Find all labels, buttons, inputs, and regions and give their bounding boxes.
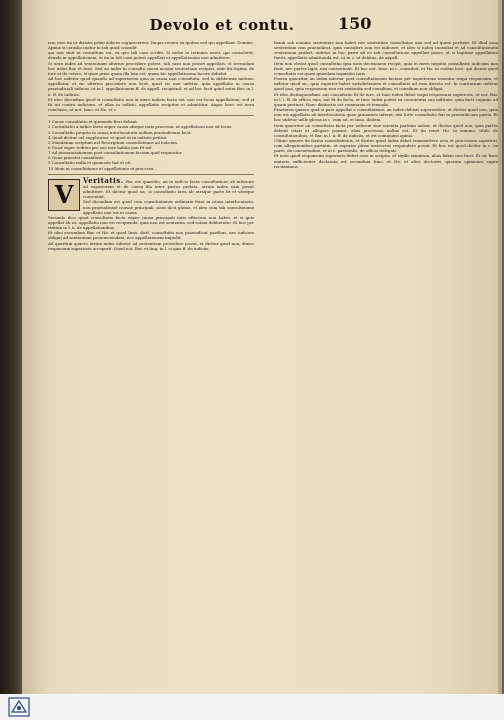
section-divider [48,115,254,116]
summary-item: 3 Consultatio propria in causa interlocutoria nullum praeiudicium facit. [48,129,192,135]
viewer-footer-bar [0,694,504,720]
paragraph: Ad hoc uidetur quod quando ad superiorem quia in causa non consultata, sed in deliberata tantum, appellatur, et sic ulterius procedere non licet, quod sic non uidetur, quia appellatio in causa praeiudiciali uidetur, ut in l. appellationem ff. de appell. recipiend. et ad hoc facit quod notat Bar. in l. ii. ff. de iudiciis. [48,76,254,97]
paragraph: Postea quaeritur an iudex inferior post consultationem factam per superiorem teneatur sequi responsum, et uidetur quod sic, quia superior habet iurisdictionem et consultatio ad eum directa est. In contrarium uidetur quod non, quia responsum non est sententia sed consilium, et consilium non obligat. [274,76,498,92]
paragraph: Et ideo distinguendum: aut consultatio fit de iure, et tunc iudex debet sequi responsum superioris, ut not. Bar. in l. i. ff. de officio eius; aut fit de facto, et tunc iudex potest ex conscientia sua iudicare, quia facti cognitio ad ipsum pertinet. Haec distinctio est communis et tenenda. [274,91,498,107]
summary-item: 5 Mandatum scriptum uel Rescriptum consultationis ad iudicem. [48,139,179,145]
summary-item: 8 Quae praestet consultatio. [48,155,105,161]
paragraph: Et ideo dicendum quod si consultatio non in mero iudicio facta est, non est locus appellationi; sed si fit uti contra iudicium, et alias in iudicio, appellatio recipitur et admittitur. Atque haec est uera conclusio, ut not. Inno. et Ho. et c. [48,96,254,113]
paragraph: Item non obstat quod consultatio ipsa iuris decisionem recipit, quia in mero negotio consultatio iudicium non facit, nec partes ligat, nisi consentiant. Et hoc not. Inno. in c. consuluit, et Ho. in eodem loco, qui dicunt quod consultatio est quasi quaedam inquisitio iuris. [274,60,498,76]
paragraph: bendi sub nomine sententiae non habet nec sententiae consultatae uim sed ad quem pertinet. Et illud caso sententiam non praeiudicat, quia consulere non est iudicare; et ideo si iudex consultat et ad consultationem sententiam profert, uidetur in hac parte ab eo tali consultatione appellari posse, et si legitime appellatum fuerit, appellatio admittenda est, ut in c. ut debitus, de appell. [274,40,498,61]
paragraph: Ad quartum quaero utrum iudex inferior ad sententiam procedere possit, et dicitur quod non, donec responsum superioris acceperit. Quod not. Bar. et Ang. in l. si quis ff. de iudiciis. [48,240,254,251]
paragraph: Et nota quod responsum superioris debet esse in scriptis, et sigillo munitum, alias fidem non facit. Et sic haec materia sufficienter declarata est secundum Inno. et Ho. et alios doctores, quorum opiniones supra recitauimus. [274,153,498,169]
initial-letter: V [54,179,74,209]
paragraph: Et ideo secundum Bar. et Ho. et quod Inno. dicit, consultatio non praeiudicat partibus, nec iudicem obligat ad sententiam pronunciandam, nec appellationem impedit. [48,230,254,241]
section-divider [48,174,254,175]
paragraph: Praeterea quaero quid si pars appellat a consultatione, an iudex debeat supersedere, et dicitur quod non, quia non est appellatio ab interlocutoria quae grauamen inferat, nisi forte consultatio fiat in praeiudicium partis. Et hoc uidetur uelle glossa in c. cum sit, et Inno. ibidem. [274,107,498,123]
paragraph: Si uero iudex ad sententiam ulterius procedere potest, tali casu non posset appellari, et secundum hoc uelut Bar. et Inno. Sed an iudex in consulta causa nouam sententiam recipiat, uide ibi legitur, de iure et de cetero, si quae prius quam illa lata est, quam hic appellationem facere debebit. [48,60,254,76]
summary-item: 4 Quod dicitur uel supplicatur, et quod ut in iudiciis petitur. [48,134,168,140]
summary-item: 7 Ad pronunciationem post consultationem factam quid requiratur. [48,150,183,156]
section-lead-word: Veritatis. [83,175,124,185]
running-head: Devolo et contu. [149,16,295,34]
right-text-column [274,40,498,680]
paragraph: Hoc est quaestio, an in iudicio facta consultatione ab inferiore ad superiorem et de causa illa inter partes prolata, utrum iudex eam possit admittere. Et dicitur quod sic, si consultatio iuris ab utraque parte fit et uterque consentiat. [83,178,254,200]
folio-number: 150 [338,14,372,33]
decorated-initial [48,179,80,211]
summary-item: 6 Quod super reditus pro suo iure habita non fit uel. [48,144,153,150]
paragraph: Ultimo quaero de forma consultationis, et dicitur quod iudex debet transmittere acta et processum superiori, cum allegationibus partium, ut superior plene instructus respondere possit. Et hoc est quod dicitur in c. ex parte, de consuetudine, et in c. pastoralis, de officio delegati. [274,137,498,154]
paragraph: qui non sinit ut consultum est, ex quo tali caso scribit. Si iudex in terminis esset, qui consuleret, deinde in appellationem, et ita in tali casu potest appellari et appellationem non admittere. [48,50,254,61]
book-page [22,0,502,694]
left-text-column [48,40,254,680]
summary-item: 2 Consultatio a iudice facta super causa absque iuris processu, ut appellationi non sit locus. [48,124,233,130]
paragraph: Sed dicendum est quod cum consultationes ordinarie fiunt in causa interlocutoria, non praeiudicant causae principali, sicut dicit glossa, et ideo cum tali consultatione appellatio non est in causa. [83,199,254,215]
paragraph: Item quaeritur an consultatio facta per iudicem sine scientia partium ualeat, et dicitur quod non, quia partes debent citari ut allegare possint, alias processus nullus est. Et ita tenet Ho. in summa, titulo de consultationibus, et Bar. in l. ii. ff. de iudiciis, et est communis opinio. [274,122,498,138]
summary-item: 9 Consultatio nulla et quomodo fiat et uti. [48,160,132,166]
page-edge [498,0,502,694]
paragraph: non esse ita ut dixistis primi iudices cognoscerent. Itaque reuera ex quibus sed qui appellant. Domine. Aptius si consilio utatur in tali quod consulit [48,40,254,51]
summary-item: 10 Idem in consultatione et appellatione et processu. [48,165,155,171]
library-stamp-icon [6,696,32,718]
paragraph: Secundo dico quod consultatio facta super causa principali iuris effectum non habet, et si quis appellat ab ea, appellatio non est recipienda, quia non est sententia, sed solum deliberatio. Et hoc per textum in l. ii. de appellationibus. [48,214,254,231]
summary-item: 1 Cause consultatio et quomodo fieri debeat. [48,119,139,125]
